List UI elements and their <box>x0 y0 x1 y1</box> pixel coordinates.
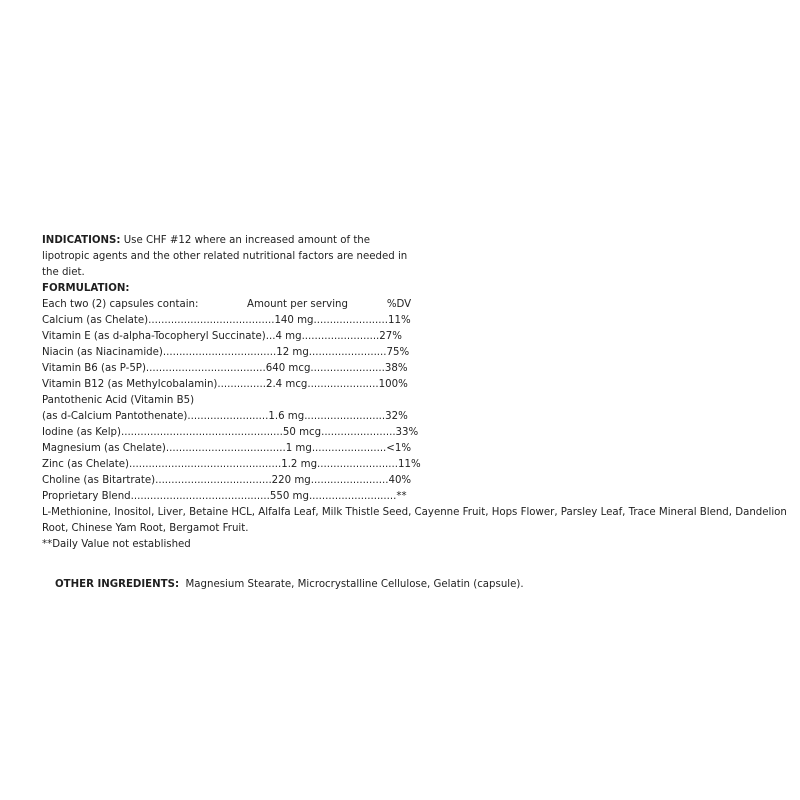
nutrient-row-choline: Choline (as Bitartrate)....................................220 mg........................40% <box>42 475 412 486</box>
nutrient-row-vitamin-b12: Vitamin B12 (as Methylcobalamin)...............2.4 mcg......................100% <box>42 379 408 390</box>
other-ingredients-label: OTHER INGREDIENTS: <box>54 579 180 590</box>
indications-label: INDICATIONS: <box>42 235 121 246</box>
daily-value-footnote: **Daily Value not established <box>42 539 191 550</box>
other-ingredients-paragraph <box>42 561 792 590</box>
nutrient-row-vitamin-e: Vitamin E (as d-alpha-Tocopheryl Succinate)...4 mg........................27% <box>42 331 402 342</box>
nutrient-row-pantothenate: (as d-Calcium Pantothenate).........................1.6 mg.........................32% <box>42 411 408 422</box>
nutrient-row-iodine: Iodine (as Kelp)..................................................50 mcg.......................33% <box>42 427 419 438</box>
supplement-facts-text <box>42 233 792 590</box>
nutrient-row-pantothenic-acid: Pantothenic Acid (Vitamin B5) <box>42 395 195 406</box>
indications-paragraph <box>42 233 414 281</box>
nutrient-row-magnesium: Magnesium (as Chelate).....................................1 mg.......................<1% <box>42 443 411 454</box>
other-ingredients-text: Magnesium Stearate, Microcrystalline Cellulose, Gelatin (capsule). <box>179 579 524 590</box>
nutrient-row-calcium: Calcium (as Chelate).......................................140 mg.......................11% <box>42 315 411 326</box>
section-spacer <box>42 553 792 561</box>
formulation-heading: FORMULATION: <box>42 283 130 294</box>
nutrient-row-zinc: Zinc (as Chelate)...............................................1.2 mg.........................11% <box>42 459 421 470</box>
nutrient-row-proprietary-blend: Proprietary Blend...........................................550 mg...........................** <box>42 491 407 502</box>
nutrient-row-vitamin-b6: Vitamin B6 (as P-5P).....................................640 mcg.......................38% <box>42 363 408 374</box>
blend-ingredients: L-Methionine, Inositol, Liver, Betaine HCL, Alfalfa Leaf, Milk Thistle Seed, Cayenne Fruit, Hops Flower, Parsley Leaf, Trace Mineral Blend, Dandelion Root, Chinese Yam Root, Bergamot Fruit. <box>42 507 787 534</box>
formulation-header-line: Each two (2) capsules contain: Amount per serving %DV <box>42 299 412 310</box>
nutrient-row-niacin: Niacin (as Niacinamide)...................................12 mg........................75% <box>42 347 410 358</box>
indications-text: Use CHF #12 where an increased amount of the lipotropic agents and the other related nutritional factors are needed in the diet. <box>42 235 408 278</box>
